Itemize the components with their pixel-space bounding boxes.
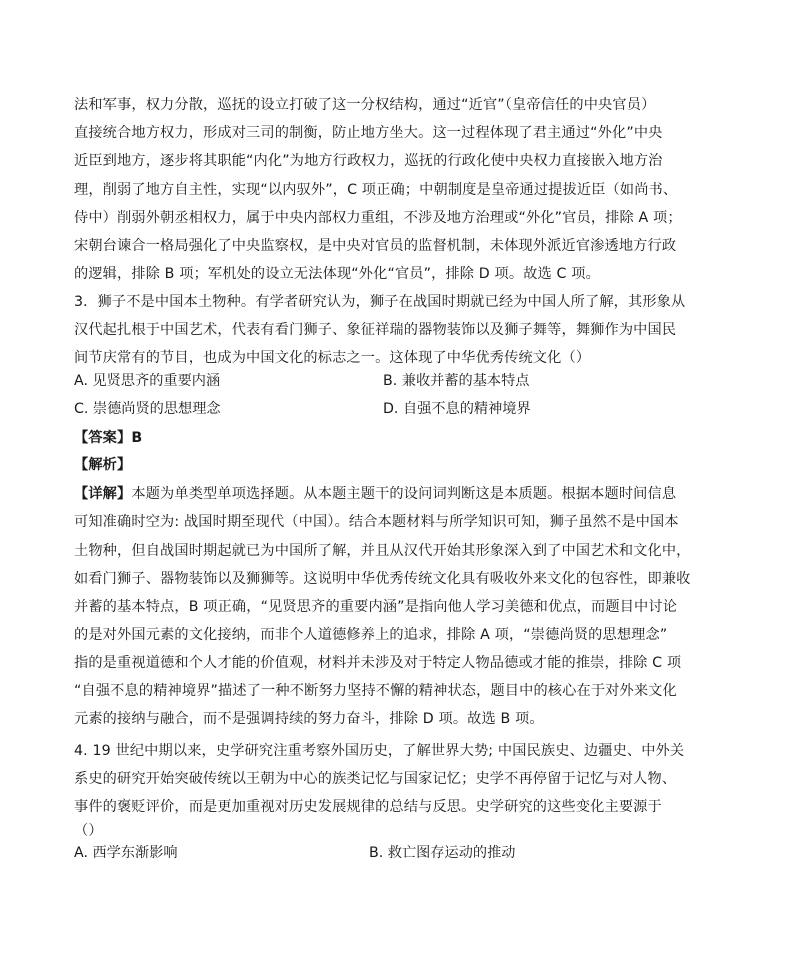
analysis-line: 直接统合地方权力，形成对三司的制衡，防止地方坐大。这一过程体现了君主通过“外化”中央 [74,125,663,141]
question-4-stem-line: 事件的褒贬评价，而是更加重视对历史发展规律的总结与反思。史学研究的这些变化主要源于 [74,799,662,815]
detail-line: 可知准确时空为: 战国时期至现代（中国）。结合本题材料与所学知识可知，狮子虽然不是中国本 [74,514,679,530]
detail-line: 如看门狮子、器物装饰以及狮狮等。这说明中华优秀传统文化具有吸收外来文化的包容性，即兼收 [74,571,691,587]
detail-tag: 【详解】 [74,486,132,502]
question-4-stem-line: （） [74,823,103,839]
question-3-stem-line: 3．狮子不是中国本土物种。有学者研究认为，狮子在战国时期就已经为中国人所了解，其形象从 [74,294,686,310]
answer-tag: 【答案】 [74,430,132,446]
detail-line: 指的是重视道德和个人才能的价值观，材料并未涉及对于特定人物品德或才能的推崇，排除 C 项 [74,655,682,671]
answer-line [74,428,142,448]
question-3-stem-line: 间节庆常有的节目，也成为中国文化的标志之一。这体现了中华优秀传统文化（） [74,350,591,366]
detail-line: 元素的接纳与融合，而不是强调持续的努力奋斗，排除 D 项。故选 B 项。 [74,711,544,727]
detail-line: 的是对外国元素的文化接纳，而非个人道德修养上的追求，排除 A 项，“崇德尚贤的思想理念” [74,627,668,643]
q4-option-a: A. 西学东渐影响 [74,845,178,861]
detail-line [74,484,676,504]
q4-option-b: B. 救亡图存运动的推动 [369,845,516,861]
analysis-line: 法和军事，权力分散，巡抚的设立打破了这一分权结构，通过“近官”（皇帝信任的中央官员） [74,97,656,113]
analysis-line: 近臣到地方，逐步将其职能“内化”为地方行政权力，巡抚的行政化使中央权力直接嵌入地方治 [74,153,663,169]
analysis-line: 侍中）削弱外朝丞相权力，属于中央内部权力重组，不涉及地方治理或“外化”官员，排除 A 项； [74,210,682,226]
q3-option-c: C. 崇德尚贤的思想理念 [74,401,221,417]
analysis-tag: 【解析】 [74,457,132,473]
q3-option-a: A. 见贤思齐的重要内涵 [74,373,221,389]
q3-option-b: B. 兼收并蓄的基本特点 [383,373,530,389]
detail-line: 并蓄的基本特点，B 项正确，“见贤思齐的重要内涵”是指向他人学习美德和优点，而题目中讨论 [74,599,678,615]
question-4-stem-line: 系史的研究开始突破传统以王朝为中心的族类记忆与国家记忆；史学不再停留于记忆与对人物、 [74,771,677,787]
question-3-stem-line: 汉代起扎根于中国艺术，代表有看门狮子、象征祥瑞的器物装饰以及狮子舞等，舞狮作为中国民 [74,322,677,338]
detail-line: 土物种，但自战国时期起就已为中国所了解，并且从汉代开始其形象深入到了中国艺术和文化中， [74,543,691,559]
q3-option-d: D. 自强不息的精神境界 [383,401,531,417]
analysis-line: 理，削弱了地方自主性，实现“以内驭外”，C 项正确；中朝制度是皇帝通过提拔近臣（如尚书、 [74,182,678,198]
detail-line: “自强不息的精神境界”描述了一种不断努力坚持不懈的精神状态，题目中的核心在于对外来文化 [74,683,677,699]
analysis-heading [74,455,131,475]
answer-value: B [131,430,143,446]
detail-first-text: 本题为单类型单项选择题。从本题主题干的设问词判断这是本质题。根据本题时间信息 [131,486,677,502]
question-4-stem-line: 4. 19 世纪中期以来，史学研究注重考察外国历史，了解世界大势; 中国民族史、边疆史、中外关 [74,743,685,759]
analysis-line: 宋朝台谏合一格局强化了中央监察权，是中央对官员的监督机制，未体现外派近官渗透地方行政 [74,238,677,254]
analysis-line: 的逻辑，排除 B 项；军机处的设立无法体现“外化“官员”，排除 D 项。故选 C 项。 [74,266,600,282]
